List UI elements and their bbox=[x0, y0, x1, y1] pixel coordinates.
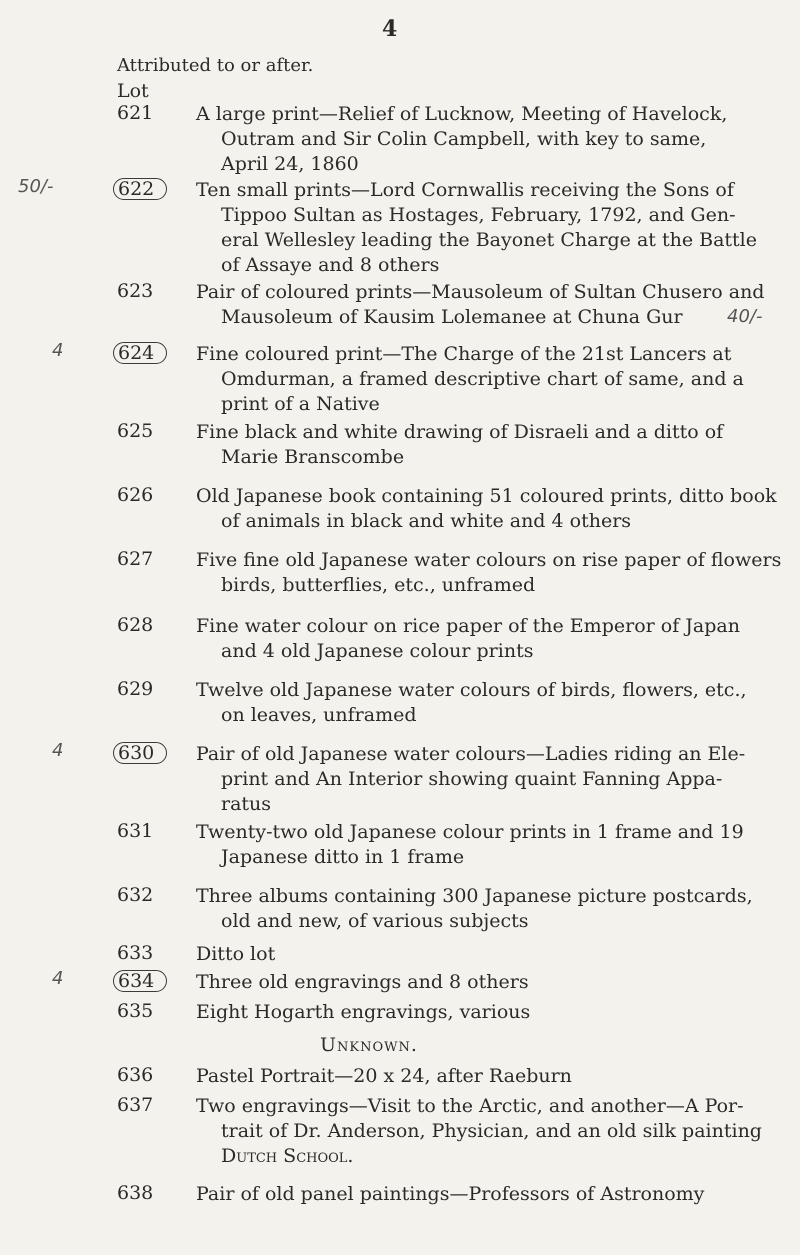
lot-number: 638 bbox=[117, 1182, 154, 1204]
lot-line: eral Wellesley leading the Bayonet Charge at the Battle bbox=[221, 229, 758, 251]
lot-number: 633 bbox=[117, 942, 154, 964]
lot-line: Pastel Portrait—20 x 24, after Raeburn bbox=[196, 1065, 572, 1087]
section-heading: Attributed to or after. bbox=[117, 55, 314, 76]
subheading-unknown: Unknown. bbox=[320, 1034, 418, 1056]
lot-line: of animals in black and white and 4 others bbox=[221, 510, 632, 532]
lot-line: print of a Native bbox=[221, 393, 380, 415]
lot-number: 634 bbox=[113, 970, 167, 992]
lot-line: Dutch School. bbox=[221, 1145, 354, 1167]
lot-line: Japanese ditto in 1 frame bbox=[221, 846, 465, 868]
lot-line: Marie Branscombe bbox=[221, 446, 405, 468]
lot-line: of Assaye and 8 others bbox=[221, 254, 440, 276]
lot-line: Twenty-two old Japanese colour prints in 1 frame and 19 bbox=[196, 821, 744, 843]
lot-number: 623 bbox=[117, 280, 154, 302]
lot-line: birds, butterflies, etc., unframed bbox=[221, 574, 536, 596]
lot-line: old and new, of various subjects bbox=[221, 910, 529, 932]
lot-line: Ten small prints—Lord Cornwallis receiving the Sons of bbox=[196, 179, 734, 201]
lot-number: 629 bbox=[117, 678, 154, 700]
lot-line: Omdurman, a framed descriptive chart of same, and a bbox=[221, 368, 744, 390]
lot-number: 625 bbox=[117, 420, 154, 442]
lot-line: Three albums containing 300 Japanese picture postcards, bbox=[196, 885, 753, 907]
lot-description bbox=[196, 178, 758, 278]
lot-description bbox=[196, 1000, 716, 1025]
lot-description bbox=[196, 1064, 716, 1089]
lot-line: Pair of old Japanese water colours—Ladies riding an Ele- bbox=[196, 743, 746, 765]
page-number: 4 bbox=[382, 16, 398, 42]
lot-line: trait of Dr. Anderson, Physician, and an old silk painting bbox=[221, 1120, 762, 1142]
lot-description bbox=[196, 942, 716, 967]
lot-line: print and An Interior showing quaint Fanning Appa- bbox=[221, 768, 723, 790]
lot-line: Fine black and white drawing of Disraeli and a ditto of bbox=[196, 421, 724, 443]
lot-line: on leaves, unframed bbox=[221, 704, 417, 726]
lot-number: 627 bbox=[117, 548, 154, 570]
lot-number: 632 bbox=[117, 884, 154, 906]
lot-line: Outram and Sir Colin Campbell, with key to same, bbox=[221, 128, 707, 150]
lot-line: Mausoleum of Kausim Lolemanee at Chuna Gur bbox=[221, 306, 683, 328]
lot-line: Twelve old Japanese water colours of birds, flowers, etc., bbox=[196, 679, 747, 701]
handwritten-note: 40/- bbox=[727, 306, 763, 327]
lot-description bbox=[196, 678, 747, 728]
lot-number: 622 bbox=[113, 178, 167, 200]
lot-description bbox=[196, 614, 740, 664]
handwritten-note: 4 bbox=[52, 968, 64, 989]
lot-line: Two engravings—Visit to the Arctic, and another—A Por- bbox=[196, 1095, 744, 1117]
lot-line: Fine water colour on rice paper of the Emperor of Japan bbox=[196, 615, 740, 637]
lot-description bbox=[196, 342, 744, 417]
lot-number: 624 bbox=[113, 342, 167, 364]
lot-number: 635 bbox=[117, 1000, 154, 1022]
lot-line: Old Japanese book containing 51 coloured prints, ditto book bbox=[196, 485, 777, 507]
lot-number: 636 bbox=[117, 1064, 154, 1086]
lot-line: Ditto lot bbox=[196, 943, 276, 965]
lot-line: Pair of coloured prints—Mausoleum of Sultan Chusero and bbox=[196, 281, 765, 303]
lot-description bbox=[196, 742, 746, 817]
lot-line: A large print—Relief of Lucknow, Meeting of Havelock, bbox=[196, 103, 728, 125]
lot-line: Fine coloured print—The Charge of the 21st Lancers at bbox=[196, 343, 732, 365]
lot-description bbox=[196, 548, 782, 598]
lot-line: Three old engravings and 8 others bbox=[196, 971, 529, 993]
lot-line: and 4 old Japanese colour prints bbox=[221, 640, 534, 662]
lot-description bbox=[196, 820, 744, 870]
lot-line: ratus bbox=[221, 793, 272, 815]
lot-line: Eight Hogarth engravings, various bbox=[196, 1001, 531, 1023]
lot-number: 628 bbox=[117, 614, 154, 636]
lot-description bbox=[196, 102, 728, 177]
lot-number: 621 bbox=[117, 102, 154, 124]
handwritten-note: 4 bbox=[52, 340, 64, 361]
lot-line: Tippoo Sultan as Hostages, February, 1792, and Gen- bbox=[221, 204, 736, 226]
lot-description bbox=[196, 1182, 716, 1207]
lot-number: 631 bbox=[117, 820, 154, 842]
lot-line: April 24, 1860 bbox=[221, 153, 359, 175]
lot-column-label: Lot bbox=[117, 80, 149, 102]
lot-line: Five fine old Japanese water colours on rise paper of flowers bbox=[196, 549, 782, 571]
lot-number: 637 bbox=[117, 1094, 154, 1116]
lot-description bbox=[196, 1094, 762, 1169]
handwritten-note: 4 bbox=[52, 740, 64, 761]
lot-description bbox=[196, 884, 753, 934]
lot-number: 630 bbox=[113, 742, 167, 764]
lot-line: Pair of old panel paintings—Professors of Astronomy bbox=[196, 1183, 705, 1205]
handwritten-note: 50/- bbox=[18, 176, 54, 197]
lot-number: 626 bbox=[117, 484, 154, 506]
lot-description bbox=[196, 420, 724, 470]
lot-description bbox=[196, 970, 716, 995]
lot-description bbox=[196, 484, 777, 534]
